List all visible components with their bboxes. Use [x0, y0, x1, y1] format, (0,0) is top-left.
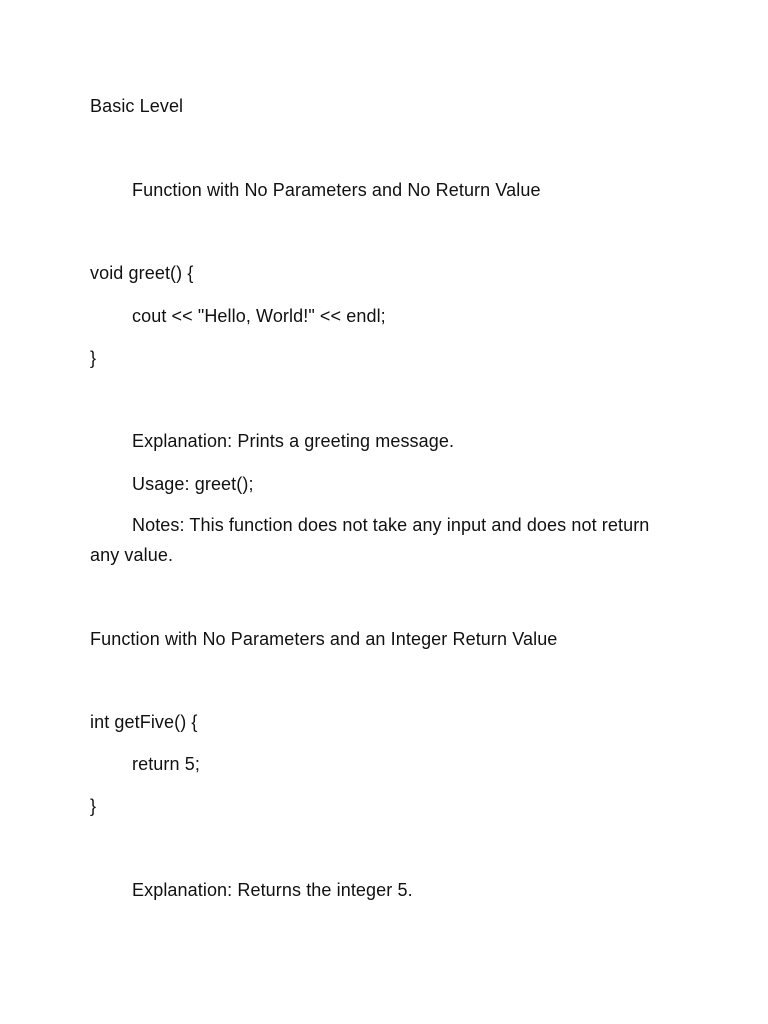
code-line: cout << "Hello, World!" << endl; — [132, 306, 386, 326]
usage-text: Usage: greet(); — [132, 474, 254, 494]
section-heading: Basic Level — [90, 96, 184, 116]
code-line: void greet() { — [90, 263, 194, 283]
code-line: } — [90, 796, 97, 816]
code-line: int getFive() { — [90, 712, 198, 732]
explanation-text: Explanation: Prints a greeting message. — [132, 431, 455, 451]
explanation-text: Explanation: Returns the integer 5. — [132, 880, 413, 900]
notes-text-line2: any value. — [90, 545, 174, 565]
code-line: return 5; — [132, 754, 200, 774]
section2-title: Function with No Parameters and an Integer Return Value — [90, 629, 558, 649]
section1-title: Function with No Parameters and No Return Value — [132, 180, 541, 200]
notes-text-line1: Notes: This function does not take any input and does not return — [132, 515, 650, 535]
code-line: } — [90, 348, 97, 368]
